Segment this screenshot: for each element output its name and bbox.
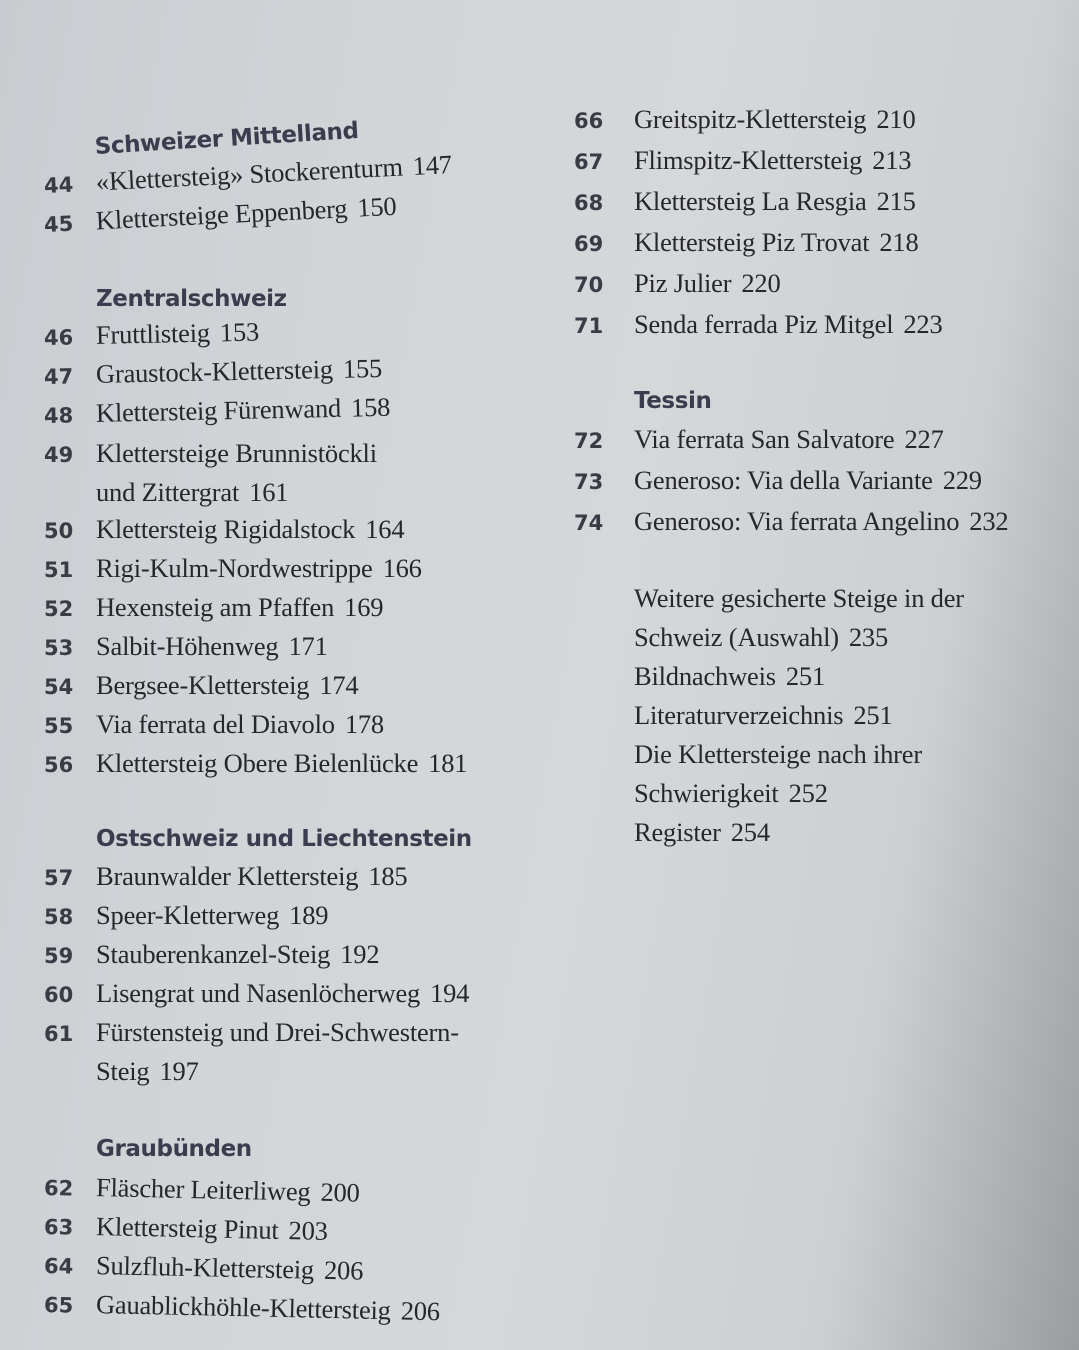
entry-page: 210 <box>876 104 916 134</box>
section-ostschweiz <box>44 820 514 1090</box>
entry-page: 252 <box>788 778 828 808</box>
entry-number: 57 <box>44 866 74 890</box>
section-graubuenden <box>43 1130 514 1327</box>
entry-title: Gauablickhöhle-Klettersteig <box>95 1289 392 1326</box>
entry-number: 45 <box>43 211 74 237</box>
toc-entry <box>574 420 1069 461</box>
entry-page: 178 <box>344 709 384 739</box>
section-heading: Zentralschweiz <box>96 286 287 312</box>
toc-entry <box>44 897 514 936</box>
toc-entry <box>574 461 1069 502</box>
entry-page: 171 <box>288 631 328 661</box>
entry-title: Sulzfluh-Klettersteig <box>95 1250 315 1285</box>
section-heading: Graubünden <box>96 1136 252 1162</box>
toc-entry <box>44 589 514 628</box>
section-zentralschweiz <box>44 280 514 784</box>
toc-entry <box>574 182 1069 223</box>
appendix-entry <box>634 813 1069 852</box>
appendix-entry <box>634 696 1069 735</box>
entry-number: 68 <box>574 191 604 215</box>
entry-number: 47 <box>43 364 74 389</box>
entry-title-cont: Schweiz (Auswahl) <box>634 622 839 652</box>
entry-title: Senda ferrada Piz Mitgel <box>634 309 894 339</box>
entry-number: 70 <box>574 273 604 297</box>
entry-page: 161 <box>249 477 289 507</box>
entry-title: Klettersteige Brunnistöckli <box>96 438 377 468</box>
entry-title: Klettersteig La Resgia <box>634 186 867 216</box>
entry-page: 254 <box>730 817 770 847</box>
section-graubuenden-continued <box>574 100 1069 346</box>
entry-number: 73 <box>574 470 604 494</box>
toc-entry <box>574 100 1069 141</box>
toc-entry-continuation <box>96 474 514 511</box>
entry-number: 71 <box>574 314 604 338</box>
entry-number: 48 <box>43 403 74 428</box>
entry-page: 227 <box>904 424 944 454</box>
toc-left-column <box>43 117 514 1327</box>
section-appendix <box>574 579 1069 852</box>
entry-title: Rigi-Kulm-Nordwestrippe <box>96 553 373 583</box>
entry-title: Klettersteig Fürenwand <box>95 392 342 428</box>
entry-title: Lisengrat und Nasenlöcherweg <box>96 978 421 1008</box>
toc-entry <box>44 550 514 589</box>
entry-title: Bildnachweis <box>634 661 776 691</box>
entry-page: 251 <box>853 700 893 730</box>
toc-right-column <box>574 100 1069 852</box>
entry-page: 223 <box>903 309 943 339</box>
section-tessin <box>574 382 1069 543</box>
toc-entry <box>574 264 1069 305</box>
toc-entry <box>44 745 514 784</box>
entry-page: 174 <box>319 670 359 700</box>
entry-page: 189 <box>289 900 329 930</box>
entry-page: 232 <box>969 506 1009 536</box>
toc-entry <box>44 435 514 474</box>
entry-number: 56 <box>44 753 74 777</box>
toc-entry <box>44 628 514 667</box>
entry-title: Generoso: Via ferrata Angelino <box>634 506 960 536</box>
entry-number: 61 <box>44 1022 74 1046</box>
appendix-entry <box>634 657 1069 696</box>
entry-title: Fläscher Leiterliweg <box>95 1172 311 1207</box>
entry-number: 53 <box>44 636 74 660</box>
entry-number: 63 <box>43 1215 74 1240</box>
toc-entry <box>44 936 514 975</box>
entry-page: 164 <box>365 514 405 544</box>
entry-title: Via ferrata San Salvatore <box>634 424 895 454</box>
entry-title: Klettersteig Pinut <box>95 1211 279 1245</box>
toc-entry <box>44 706 514 745</box>
entry-page: 251 <box>785 661 826 691</box>
toc-entry-continuation <box>96 1053 514 1090</box>
toc-entry <box>574 305 1069 346</box>
entry-number: 51 <box>44 558 74 582</box>
appendix-entry <box>634 735 1069 774</box>
toc-entry <box>44 858 514 897</box>
entry-title: Hexensteig am Pfaffen <box>96 592 335 622</box>
toc-entry <box>44 667 514 706</box>
entry-page: 200 <box>320 1176 360 1208</box>
toc-entry <box>574 141 1069 182</box>
entry-page: 150 <box>356 190 398 223</box>
entry-number: 55 <box>44 714 74 738</box>
entry-page: 220 <box>741 268 781 298</box>
entry-title: Speer-Kletterweg <box>96 900 280 930</box>
entry-title: Bergsee-Klettersteig <box>96 670 310 700</box>
entry-page: 185 <box>368 861 408 891</box>
entry-title: Weitere gesicherte Steige in der <box>634 583 964 613</box>
entry-page: 194 <box>430 978 470 1008</box>
entry-number: 46 <box>43 325 74 350</box>
entry-title: Piz Julier <box>634 268 732 298</box>
entry-page: 235 <box>848 622 889 652</box>
entry-title: Klettersteig Rigidalstock <box>96 514 356 544</box>
entry-number: 59 <box>44 944 74 968</box>
entry-page: 213 <box>872 145 912 175</box>
toc-entry <box>44 975 514 1014</box>
entry-title: Generoso: Via della Variante <box>634 465 933 495</box>
entry-page: 218 <box>879 227 919 257</box>
entry-title: Fruttlisteig <box>95 317 211 350</box>
entry-page: 192 <box>340 939 380 969</box>
entry-page: 166 <box>382 553 422 583</box>
toc-entry <box>44 511 514 550</box>
entry-page: 155 <box>342 352 383 384</box>
entry-title: Register <box>634 817 721 847</box>
appendix-entry-continuation <box>634 618 1069 657</box>
entry-number: 50 <box>44 519 74 543</box>
entry-number: 64 <box>43 1254 74 1279</box>
entry-number: 54 <box>44 675 74 699</box>
entry-title: «Klettersteig» Stockerenturm <box>95 151 404 197</box>
appendix-entry-continuation <box>634 774 1069 813</box>
entry-number: 66 <box>574 109 604 133</box>
entry-title: Braunwalder Klettersteig <box>96 861 359 891</box>
entry-title-cont: Schwierigkeit <box>634 778 779 808</box>
entry-page: 206 <box>323 1254 364 1286</box>
entry-title-cont: und Zittergrat <box>96 477 240 507</box>
entry-number: 69 <box>574 232 604 256</box>
entry-page: 169 <box>344 592 384 622</box>
toc-entry <box>574 223 1069 264</box>
entry-page: 181 <box>428 748 468 778</box>
entry-page: 153 <box>219 316 260 348</box>
entry-title: Klettersteig Obere Bielenlücke <box>96 748 419 778</box>
entry-number: 58 <box>44 905 74 929</box>
entry-title: Graustock-Klettersteig <box>95 353 334 389</box>
entry-title: Flimspitz-Klettersteig <box>634 145 863 175</box>
entry-title: Salbit-Höhenweg <box>96 631 279 661</box>
entry-page: 147 <box>411 149 453 181</box>
entry-number: 74 <box>574 511 604 535</box>
entry-title: Klettersteig Piz Trovat <box>634 227 870 257</box>
entry-title: Greitspitz-Klettersteig <box>634 104 867 134</box>
entry-page: 158 <box>350 391 391 423</box>
section-heading: Schweizer Mittelland <box>94 117 360 161</box>
entry-title: Literaturverzeichnis <box>634 700 844 730</box>
entry-number: 72 <box>574 429 604 453</box>
entry-number: 62 <box>43 1176 74 1201</box>
entry-title: Via ferrata del Diavolo <box>96 709 335 739</box>
entry-number: 52 <box>44 597 74 621</box>
appendix-entry <box>634 579 1069 618</box>
entry-number: 60 <box>44 983 74 1007</box>
section-heading: Tessin <box>634 388 712 414</box>
entry-title: Die Klettersteige nach ihrer <box>634 739 922 769</box>
entry-number: 49 <box>44 443 74 467</box>
entry-number: 65 <box>43 1293 74 1318</box>
entry-number: 44 <box>43 172 74 198</box>
entry-title: Klettersteige Eppenberg <box>95 193 349 236</box>
entry-page: 206 <box>400 1295 441 1327</box>
entry-title: Fürstensteig und Drei-Schwestern- <box>96 1017 459 1047</box>
entry-page: 229 <box>942 465 982 495</box>
entry-page: 203 <box>288 1215 329 1246</box>
section-heading: Ostschweiz und Liechtenstein <box>96 826 472 852</box>
entry-number: 67 <box>574 150 604 174</box>
section-mittelland <box>43 117 514 244</box>
entry-page: 215 <box>876 186 916 216</box>
entry-page: 197 <box>159 1056 199 1086</box>
entry-title-cont: Steig <box>96 1056 150 1086</box>
toc-entry <box>574 502 1069 543</box>
toc-entry <box>44 1014 514 1053</box>
entry-title: Stauberenkanzel-Steig <box>96 939 331 969</box>
